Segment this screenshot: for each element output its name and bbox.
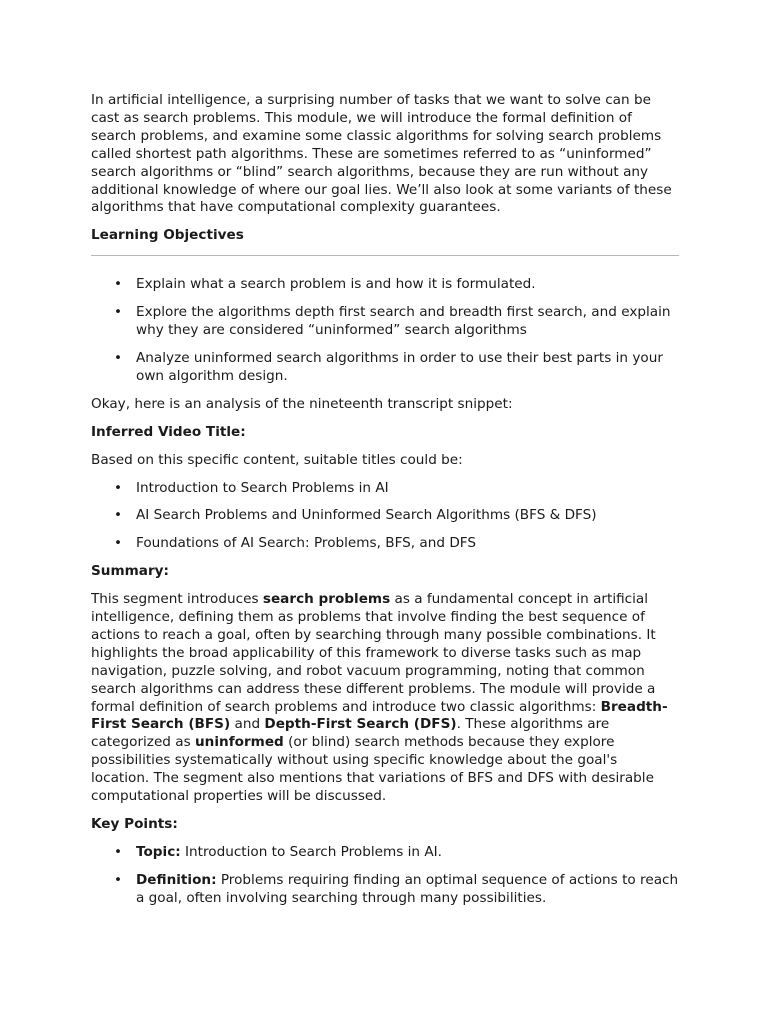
learning-objectives-list bbox=[91, 276, 679, 386]
bullet-icon: • bbox=[114, 304, 123, 321]
summary-text: as a fundamental concept in artificial intelligence, defining them as problems that involve finding the best sequence of actions to reach a goal, often by searching through many possible combinations. It highlights the broad applicability of this framework to diverse tasks such as map navigation, puzzle solving, and robot vacuum programming, noting that common search algorithms can address these different problems. The module will provide a formal definition of search problems and introduce two classic algorithms: bbox=[91, 591, 656, 715]
summary-text: (or blind) search methods because they explore possibilities systematically without using specific knowledge about the goal's location. The segment also mentions that variations of BFS and DFS with desirable computational properties will be discussed. bbox=[91, 734, 654, 805]
section-divider bbox=[91, 255, 679, 256]
list-item bbox=[114, 871, 679, 908]
intro-paragraph: In artificial intelligence, a surprising number of tasks that we want to solve can be cast as search problems. This module, we will introduce the formal definition of search problems, and examine some classic algorithms for solving search problems called shortest path algorithms. These are sometimes referred to as “uninformed” search algorithms or “blind” search algorithms, because they are run without any additional knowledge of where our goal lies. We’ll also look at some variants of these algorithms that have computational complexity guarantees. bbox=[91, 92, 672, 216]
inferred-title-lead: Based on this specific content, suitable titles could be: bbox=[91, 451, 463, 468]
summary-emphasis: Depth-First Search (DFS) bbox=[264, 716, 457, 733]
summary-text: This segment introduces bbox=[91, 591, 263, 608]
list-item-text: Introduction to Search Problems in AI bbox=[136, 479, 389, 496]
key-point-text: Introduction to Search Problems in AI. bbox=[180, 843, 442, 860]
list-item bbox=[114, 479, 679, 498]
key-points-heading: Key Points: bbox=[91, 816, 178, 832]
analysis-intro: Okay, here is an analysis of the nineteenth transcript snippet: bbox=[91, 395, 513, 412]
summary-text: . These algorithms are categorized as bbox=[91, 716, 610, 751]
list-item bbox=[114, 349, 679, 386]
bullet-icon: • bbox=[114, 871, 123, 888]
bullet-icon: • bbox=[114, 535, 123, 552]
key-point-label: Topic: bbox=[136, 843, 181, 860]
key-point-text: Problems requiring finding an optimal sequence of actions to reach a goal, often involving searching through many possibilities. bbox=[136, 871, 679, 906]
document-body bbox=[91, 92, 679, 918]
learning-objectives-heading: Learning Objectives bbox=[91, 227, 244, 244]
bullet-icon: • bbox=[114, 507, 123, 524]
list-item-text: Explain what a search problem is and how it is formulated. bbox=[136, 276, 536, 293]
list-item bbox=[114, 507, 679, 525]
list-item-text: Analyze uninformed search algorithms in order to use their best parts in your own algorithm design. bbox=[136, 349, 663, 384]
list-item bbox=[114, 276, 679, 294]
list-item-text: Explore the algorithms depth first search and breadth first search, and explain why they are considered “uninformed” search algorithms bbox=[136, 304, 671, 339]
summary-emphasis: uninformed bbox=[195, 734, 284, 751]
inferred-title-list bbox=[91, 480, 679, 554]
key-point-label: Definition: bbox=[136, 871, 217, 888]
key-points-list bbox=[91, 844, 679, 908]
summary-text: and bbox=[230, 716, 265, 733]
bullet-icon: • bbox=[114, 843, 123, 860]
list-item bbox=[114, 304, 679, 340]
bullet-icon: • bbox=[114, 276, 123, 293]
list-item-text: Foundations of AI Search: Problems, BFS, and DFS bbox=[136, 535, 476, 552]
summary-emphasis: search problems bbox=[262, 591, 391, 608]
list-item-text: AI Search Problems and Uninformed Search Algorithms (BFS & DFS) bbox=[136, 507, 597, 524]
inferred-title-heading: Inferred Video Title: bbox=[91, 423, 246, 440]
list-item bbox=[114, 535, 679, 553]
summary-emphasis: Breadth-First Search (BFS) bbox=[91, 698, 668, 733]
list-item bbox=[114, 843, 679, 862]
summary-paragraph bbox=[91, 591, 679, 806]
bullet-icon: • bbox=[114, 479, 123, 496]
bullet-icon: • bbox=[114, 349, 123, 366]
summary-heading: Summary: bbox=[91, 563, 169, 580]
